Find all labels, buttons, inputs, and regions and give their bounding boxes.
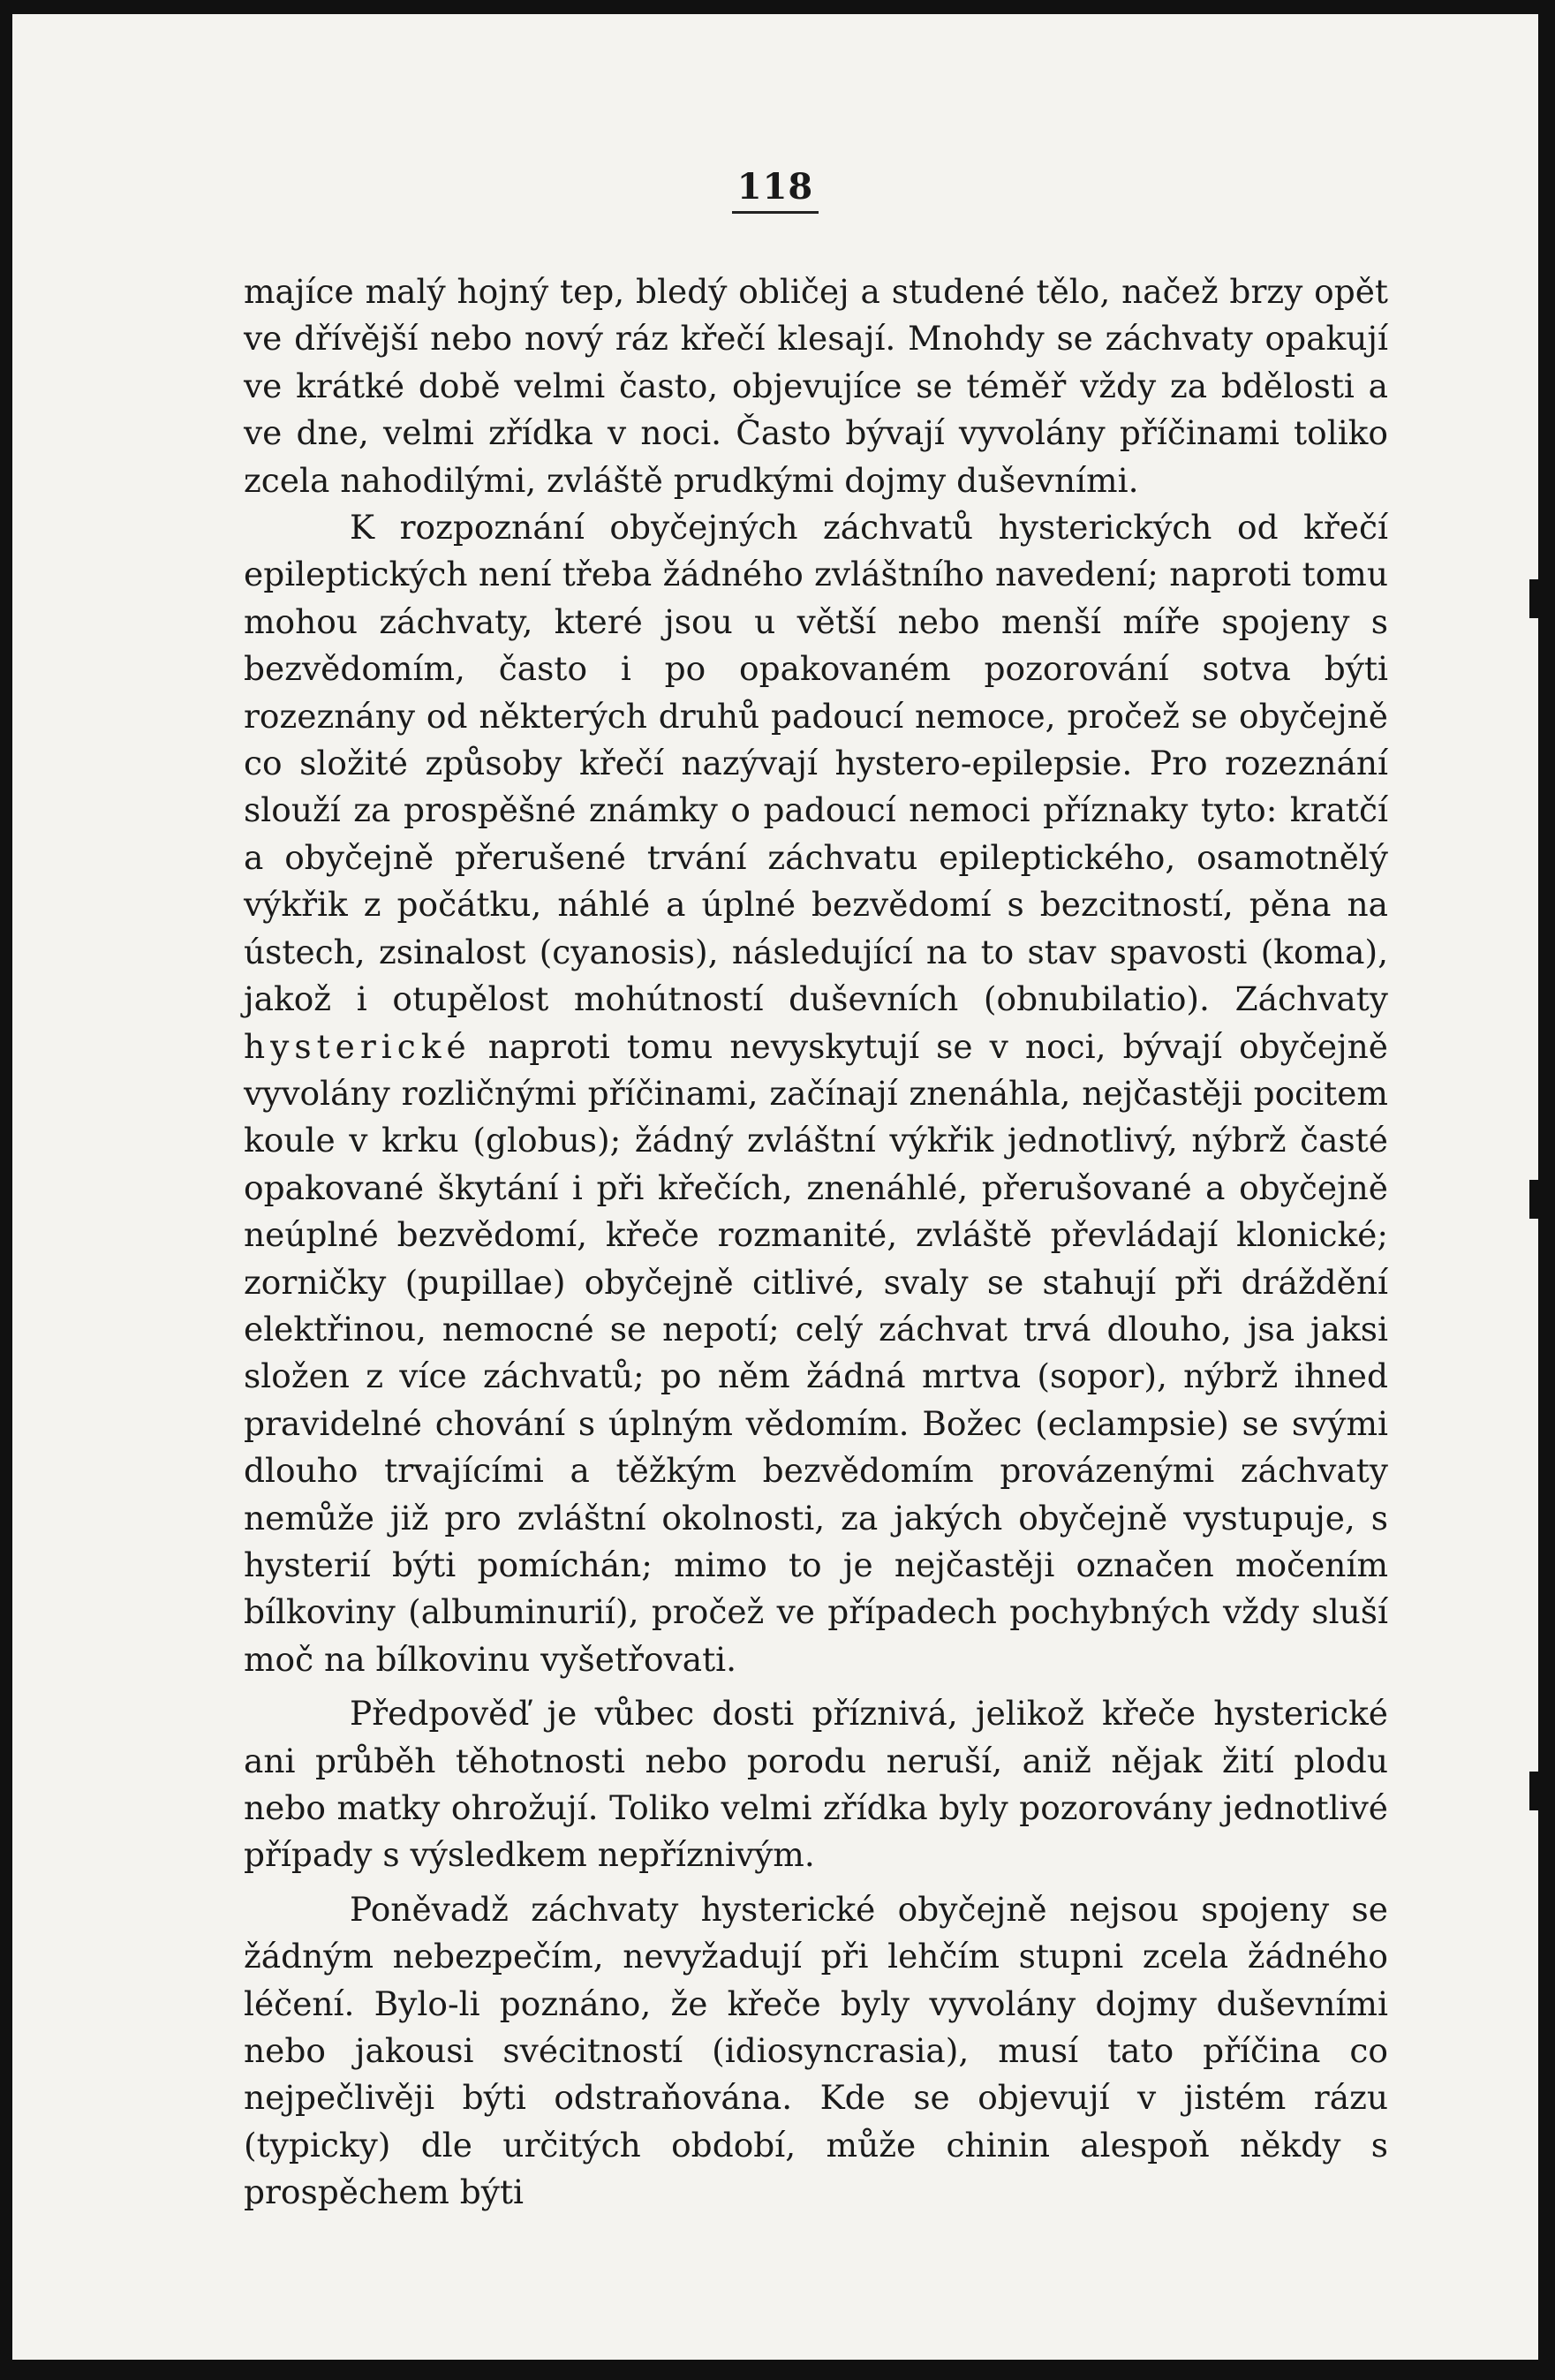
paragraph-prognosis: Předpověď je vůbec dosti příznivá, jelikož křeče hysterické ani průběh těhotnosti nebo porodu neruší, aniž nějak žití plodu nebo matky ohrožují. Toliko velmi zřídka byly pozorovány jednotlivé případy s výsledkem nepříznivým. (244, 1694, 1388, 1875)
scan-mark-right-1 (1529, 579, 1538, 618)
paragraph-diagnosis (244, 504, 1388, 1683)
book-page (12, 14, 1538, 2360)
body-text (244, 268, 1388, 2217)
page-number (12, 166, 1538, 208)
paragraph-diagnosis-text-after: naproti tomu nevyskytují se v noci, bývají obyčejně vyvolány rozličnými příčinami, začínají znenáhla, nejčastěji pocitem koule v krku (globus); žádný zvláštní výkřik jednotlivý, nýbrž časté opakované škytání i při křečích, znenáhlé, přerušované a obyčejně neúplné bezvědomí, křeče rozmanité, zvláště převládají klonické; zorničky (pupillae) obyčejně citlivé, svaly se stahují při dráždění elektřinou, nemocné se nepotí; celý záchvat trvá dlouho, jsa jaksi složen z více záchvatů; po něm žádná mrtva (sopor), nýbrž ihned pravidelné chování s úplným vědomím. Božec (eclampsie) se svými dlouho trvajícími a těžkým bezvědomím provázenými záchvaty nemůže již pro zvláštní okolnosti, za jakých obyčejně vystupuje, s hysterií býti pomíchán; mimo to je nejčastěji označen močením bílkoviny (albuminurií), pročež ve případech pochybných vždy sluší moč na bílkovinu vyšetřovati. (244, 1026, 1388, 1679)
paragraph-diagnosis-text-before: K rozpoznání obyčejných záchvatů hysterických od křečí epileptických není třeba žádného zvláštního navedení; naproti tomu mohou záchvaty, které jsou u větší nebo menší míře spojeny s bezvědomím, často i po opakovaném pozorování sotva býti rozeznány od některých druhů padoucí nemoce, pročež se obyčejně co složité způsoby křečí nazývají hystero-epilepsie. Pro rozeznání slouží za prospěšné známky o padoucí nemoci příznaky tyto: kratčí a obyčejně přerušené trvání záchvatu epileptického, osamotnělý výkřik z počátku, náhlé a úplné bezvědomí s bezcitností, pěna na ústech, zsinalost (cyanosis), následující na to stav spavosti (koma), jakož i otupělost mohútností duševních (obnubilatio). Záchvaty (244, 508, 1388, 1019)
scan-mark-right-3 (1529, 1772, 1538, 1810)
emphasized-word: hysterické (244, 1026, 472, 1066)
page-number-text: 118 (732, 166, 819, 214)
scan-mark-right-2 (1529, 1180, 1538, 1219)
paragraph-treatment: Poněvadž záchvaty hysterické obyčejně nejsou spojeny se žádným nebezpečím, nevyžadují při lehčím stupni zcela žádného léčení. Bylo-li poznáno, že křeče byly vyvolány dojmy duševními nebo jakousi svécitností (idiosyncrasia), musí tato příčina co nejpečlivěji býti odstraňována. Kde se objevují v jistém rázu (typicky) dle určitých období, může chinin alespoň někdy s prospěchem býti (244, 1889, 1388, 2212)
paragraph-continuation: majíce malý hojný tep, bledý obličej a studené tělo, načež brzy opět ve dřívější nebo nový ráz křečí klesají. Mnohdy se záchvaty opakují ve krátké době velmi často, objevujíce se téměř vždy za bdělosti a ve dne, velmi zřídka v noci. Často bývají vyvolány příčinami toliko zcela nahodilými, zvláště prudkými dojmy duševními. (244, 272, 1388, 500)
